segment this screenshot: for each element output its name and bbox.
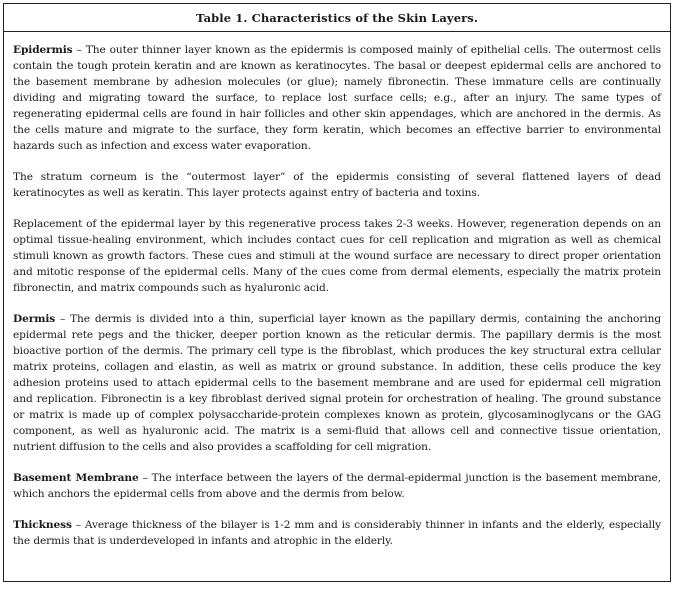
thickness-text: – Average thickness of the bilayer is 1-2 mm and is considerably thinner in infants and the elderly, especially the dermis that is underdeveloped in infants and atrophic in the elderly.	[13, 519, 661, 547]
table-body	[4, 32, 670, 549]
epidermis-term: Epidermis	[13, 44, 73, 56]
dermis-text: – The dermis is divided into a thin, superficial layer known as the papillary dermis, containing the anchoring epidermal rete pegs and the thicker, deeper portion known as the reticular dermis. The papillary dermis is the most bioactive portion of the dermis. The primary cell type is the fibroblast, which produces the key structural extra cellular matrix proteins, collagen and elastin, as well as matrix or ground substance. In addition, these cells produce the key adhesion proteins used to attach epidermal cells to the basement membrane and are used for epidermal cell migration and replication. Fibronectin is a key fibroblast derived signal protein for orchestration of healing. The ground substance or matrix is made up of complex polysaccharide-protein complexes known as protein, glycosaminoglycans or the GAG component, as well as hyaluronic acid. The matrix is a semi-fluid that allows cell and connective tissue orientation, nutrient diffusion to the cells and also provides a scaffolding for cell migration.	[13, 313, 661, 453]
epidermis-paragraph	[13, 42, 661, 154]
thickness-term: Thickness	[13, 519, 72, 531]
dermis-term: Dermis	[13, 313, 56, 325]
basement-membrane-term: Basement Membrane	[13, 472, 139, 484]
stratum-corneum-paragraph	[13, 169, 661, 201]
thickness-paragraph	[13, 517, 661, 549]
regeneration-paragraph	[13, 216, 661, 296]
table-title: Table 1. Characteristics of the Skin Layers.	[4, 4, 670, 32]
stratum-corneum-text: The stratum corneum is the “outermost layer” of the epidermis consisting of several flattened layers of dead keratinocytes as well as keratin. This layer protects against entry of bacteria and toxins.	[13, 171, 661, 199]
regeneration-text: Replacement of the epidermal layer by this regenerative process takes 2-3 weeks. However, regeneration depends on an optimal tissue-healing environment, which includes contact cues for cell replication and migration as well as chemical stimuli known as growth factors. These cues and stimuli at the wound surface are necessary to direct proper orientation and mitotic response of the epidermal cells. Many of the cues come from dermal elements, especially the matrix protein fibronectin, and matrix compounds such as hyaluronic acid.	[13, 218, 661, 294]
skin-layers-table	[3, 3, 671, 582]
basement-membrane-paragraph	[13, 470, 661, 502]
dermis-paragraph	[13, 311, 661, 455]
epidermis-text: – The outer thinner layer known as the epidermis is composed mainly of epithelial cells. The outermost cells contain the tough protein keratin and are known as keratinocytes. The basal or deepest epidermal cells are anchored to the basement membrane by adhesion molecules (or glue); namely fibronectin. These immature cells are continually dividing and migrating toward the surface, to replace lost surface cells; e.g., after an injury. The same types of regenerating epidermal cells are found in hair follicles and other skin appendages, which are anchored in the dermis. As the cells mature and migrate to the surface, they form keratin, which becomes an effective barrier to environmental hazards such as infection and excess water evaporation.	[13, 44, 661, 152]
basement-membrane-text: – The interface between the layers of the dermal-epidermal junction is the basement membrane, which anchors the epidermal cells from above and the dermis from below.	[13, 472, 661, 500]
